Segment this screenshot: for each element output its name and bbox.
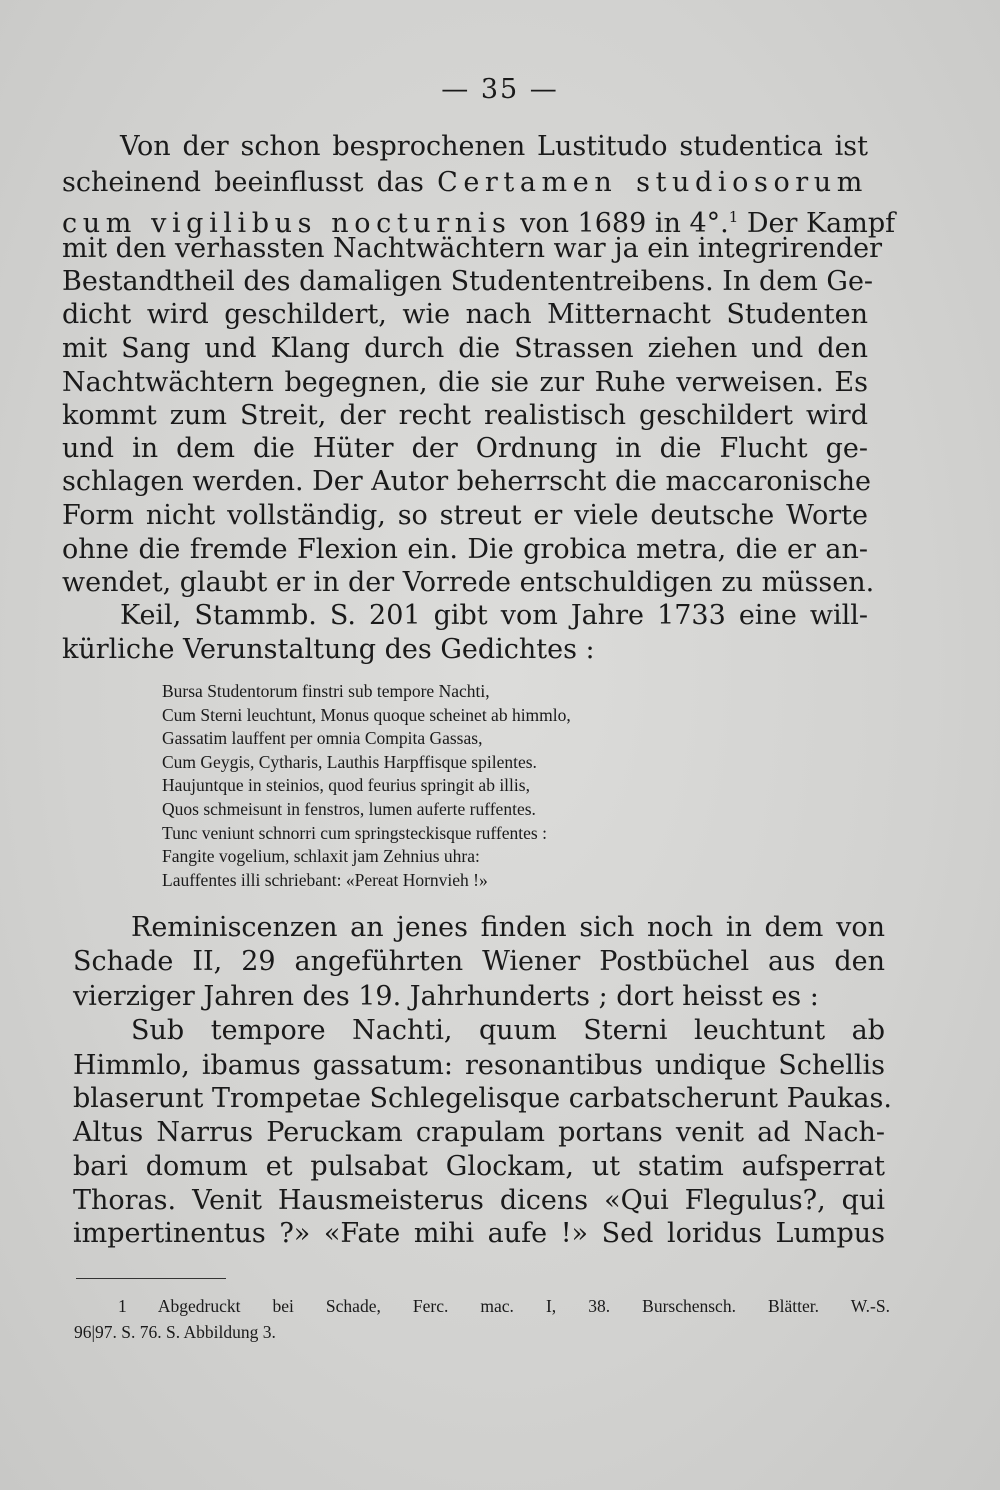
- poem-line: Tunc veniunt schnorri cum springsteckisque ruffentes :: [162, 822, 547, 843]
- text-span: scheinend beeinflusst das: [62, 167, 438, 198]
- text-line: Bestandtheil des damaligen Studententreibens. In dem Ge-: [62, 266, 874, 297]
- poem-line: Cum Sterni leuchtunt, Monus quoque scheinet ab himmlo,: [162, 704, 571, 725]
- footnote-line: 96|97. S. 76. S. Abbildung 3.: [74, 1322, 276, 1342]
- poem-line: Bursa Studentorum finstri sub tempore Nachti,: [162, 681, 490, 701]
- text-line: Sub tempore Nachti, quum Sterni leuchtunt ab: [131, 1015, 885, 1046]
- text-line: vierziger Jahren des 19. Jahrhunderts ; dort heisst es :: [73, 981, 819, 1012]
- text-line: impertinentus ?» «Fate mihi aufe !» Sed loridus Lumpus: [73, 1218, 885, 1249]
- text-line: mit den verhassten Nachtwächtern war ja ein integrirender: [62, 233, 883, 264]
- text-line: wendet, glaubt er in der Vorrede entschuldigen zu müssen.: [62, 567, 875, 598]
- text-line: ohne die fremde Flexion ein. Die grobica metra, die er an-: [62, 534, 868, 565]
- text-line: Form nicht vollständig, so streut er viele deutsche Worte: [62, 500, 868, 531]
- text-line: Nachtwächtern begegnen, die sie zur Ruhe verweisen. Es: [62, 367, 868, 398]
- spaced-title: Certamen studiosorum: [437, 167, 868, 198]
- text-span: von 1689 in 4°.: [511, 208, 729, 239]
- text-line: schlagen werden. Der Autor beherrscht die maccaronische: [62, 466, 872, 497]
- text-line: Himmlo, ibamus gassatum: resonantibus undique Schellis: [73, 1050, 885, 1081]
- text-line: mit Sang und Klang durch die Strassen ziehen und den: [62, 333, 868, 364]
- text-line: und in dem die Hüter der Ordnung in die Flucht ge-: [62, 433, 868, 464]
- text-line: kommt zum Streit, der recht realistisch geschildert wird: [62, 400, 868, 431]
- text-span: Der Kampf: [738, 208, 896, 239]
- text-line: blaserunt Trompetae Schlegelisque carbatscherunt Paukas.: [73, 1083, 892, 1114]
- footnote-line: 1 Abgedruckt bei Schade, Ferc. mac. I, 38. Burschensch. Blätter. W.-S.: [118, 1296, 890, 1316]
- text-line: Von der schon besprochenen Lustitudo studentica ist: [120, 131, 868, 162]
- poem-line: Quos schmeisunt in fenstros, lumen auferte ruffentes.: [162, 798, 536, 819]
- text-line: dicht wird geschildert, wie nach Mitternacht Studenten: [62, 299, 868, 330]
- text-line: kürliche Verunstaltung des Gedichtes :: [62, 634, 595, 665]
- text-line: Reminiscenzen an jenes finden sich noch in dem von: [131, 912, 885, 943]
- poem-quote: [162, 680, 571, 892]
- text-line: Thoras. Venit Hausmeisterus dicens «Qui Flegulus?, qui: [73, 1185, 885, 1216]
- poem-line: Haujuntque in steinios, quod feurius springit ab illis,: [162, 775, 530, 796]
- footnote-ref: 1: [728, 208, 739, 226]
- text-line: Keil, Stammb. S. 201 gibt vom Jahre 1733 eine will-: [120, 600, 868, 631]
- text-line: Altus Narrus Peruckam crapulam portans venit ad Nach-: [73, 1117, 885, 1148]
- text-line: bari domum et pulsabat Glockam, ut statim aufsperrat: [73, 1151, 885, 1182]
- footnote-divider: [76, 1278, 226, 1279]
- poem-line: Cum Geygis, Cytharis, Lauthis Harpffisque spilentes.: [162, 751, 537, 772]
- page-number: — 35 —: [441, 74, 559, 105]
- text-line: [62, 168, 868, 198]
- poem-line: Lauffentes illi schriebant: «Pereat Hornvieh !»: [162, 869, 488, 890]
- spaced-title: cum vigilibus nocturnis: [62, 208, 512, 239]
- poem-line: Fangite vogelium, schlaxit jam Zehnius uhra:: [162, 846, 480, 867]
- poem-line: Gassatim lauffent per omnia Compita Gassas,: [162, 728, 483, 749]
- text-line: Schade II, 29 angeführten Wiener Postbüchel aus den: [73, 946, 885, 977]
